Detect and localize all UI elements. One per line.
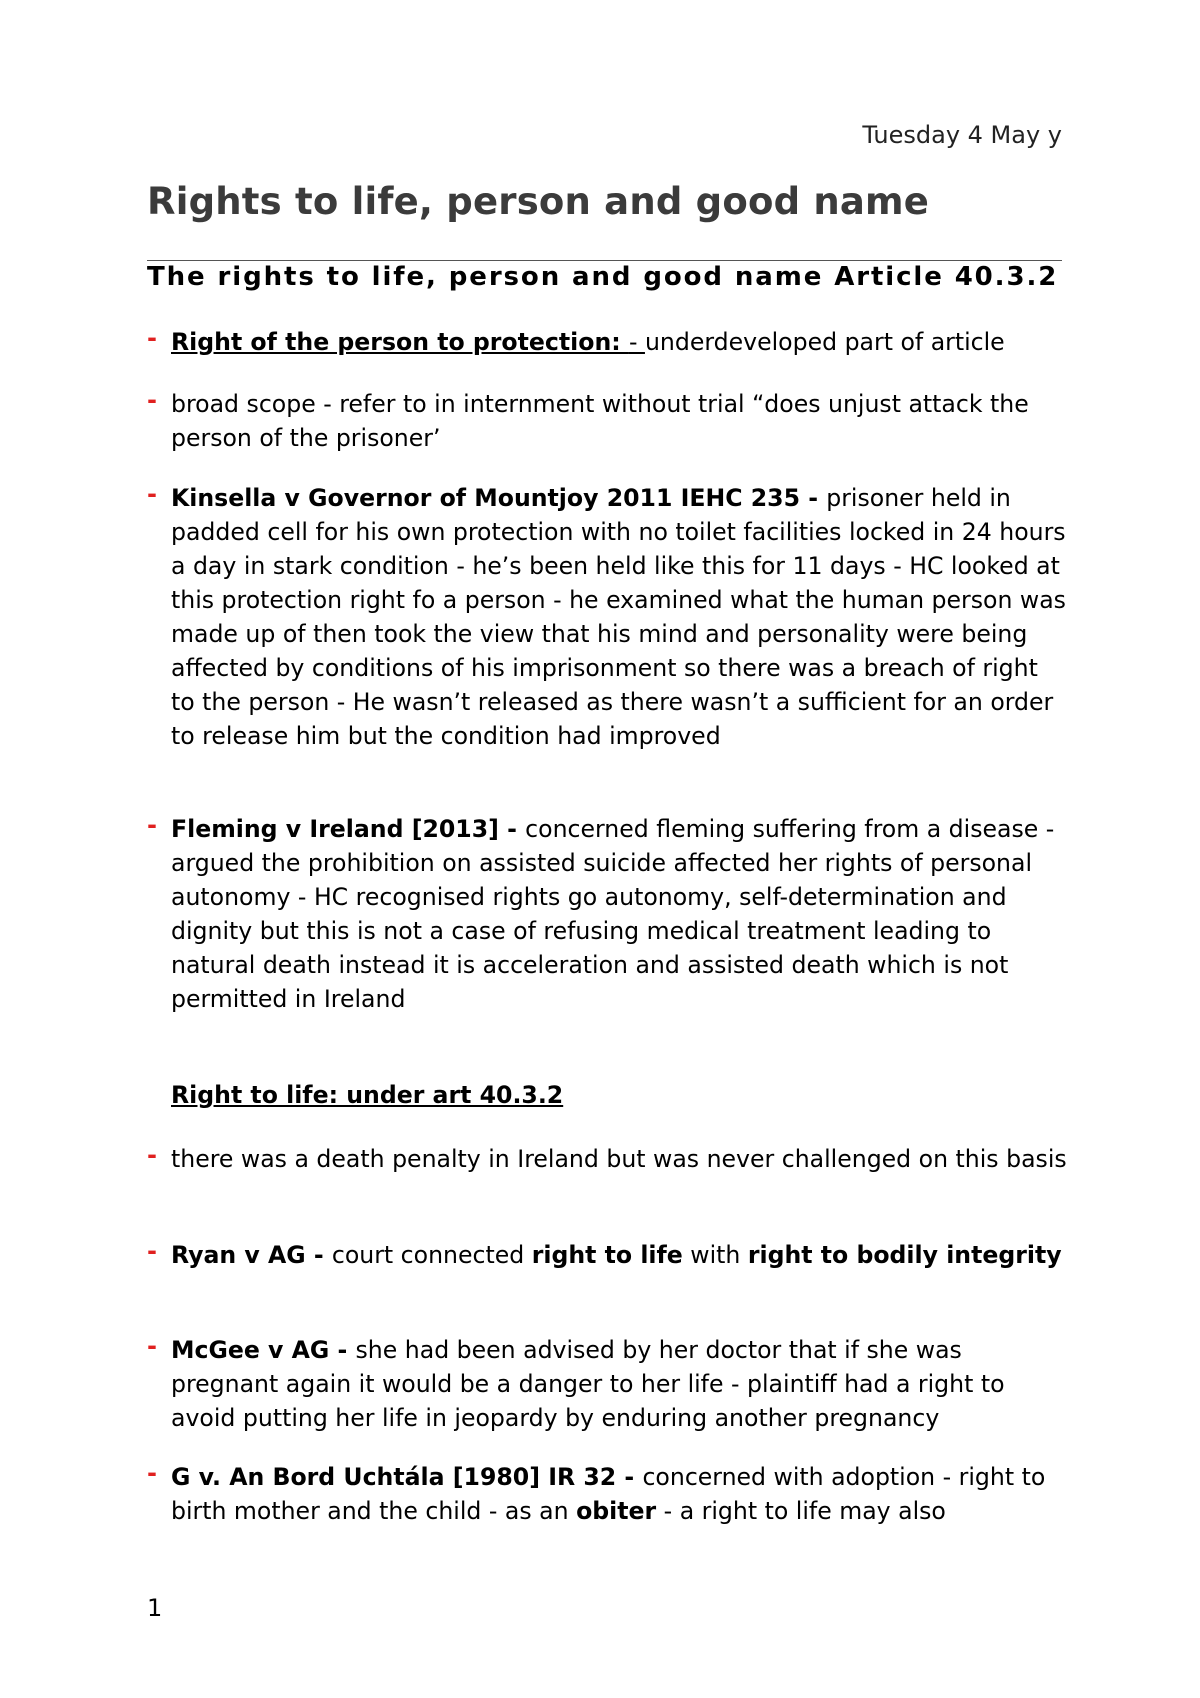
- date-line: Tuesday 4 May y: [862, 121, 1062, 149]
- item-body: there was a death penalty in Ireland but was never challenged on this basis: [171, 1145, 1067, 1173]
- item-separator: -: [305, 1241, 332, 1269]
- bullet-dash: -: [147, 1459, 157, 1487]
- list-item-text: [171, 481, 1067, 753]
- case-name: McGee v AG: [171, 1336, 330, 1364]
- list-item-text: [171, 1460, 1067, 1528]
- page-number: 1: [147, 1594, 163, 1622]
- item-body: broad scope - refer to in internment without trial “does unjust attack the person of the prisoner’: [171, 390, 1029, 452]
- emphasis: right to life: [531, 1241, 683, 1269]
- list-item-text: [171, 1238, 1067, 1272]
- case-name: Fleming v Ireland [2013]: [171, 815, 499, 843]
- bullet-dash: -: [147, 324, 157, 352]
- emphasis: obiter: [576, 1497, 657, 1525]
- case-name: Ryan v AG: [171, 1241, 306, 1269]
- list-item-text: [171, 1333, 1067, 1435]
- case-name: G v. An Bord Uchtála [1980] IR 32: [171, 1463, 617, 1491]
- bullet-dash: -: [147, 1332, 157, 1360]
- section-subtitle: The rights to life, person and good name Article 40.3.2: [147, 262, 1059, 292]
- case-name: Kinsella v Governor of Mountjoy 2011 IEHC 235: [171, 484, 801, 512]
- item-separator: -: [498, 815, 526, 843]
- item-body: underdeveloped part of article: [644, 328, 1005, 356]
- page-title: Rights to life, person and good name: [147, 180, 930, 223]
- list-item-text: [171, 387, 1067, 455]
- item-body: concerned with adoption - right to birth mother and the child - as an: [171, 1463, 1046, 1525]
- title-divider: [147, 260, 1062, 261]
- item-separator: -: [616, 1463, 643, 1491]
- list-item-text: [171, 1142, 1067, 1176]
- item-body: with: [682, 1241, 748, 1269]
- bullet-dash: -: [147, 1141, 157, 1169]
- item-body: concerned fleming suffering from a disease - argued the prohibition on assisted suicide affected her rights of personal autonomy - HC recognised rights go autonomy, self-determination and dignity but this is not a case of refusing medical treatment leading to natural death instead it is acceleration and assisted death which is not permitted in Ireland: [171, 815, 1055, 1013]
- item-body: court connected: [331, 1241, 532, 1269]
- emphasis: right to bodily integrity: [747, 1241, 1062, 1269]
- list-item-text: [171, 812, 1067, 1016]
- item-separator: -: [329, 1336, 356, 1364]
- item-separator: -: [800, 484, 827, 512]
- item-body: prisoner held in padded cell for his own protection with no toilet facilities locked in 24 hours a day in stark condition - he’s been held like this for 11 days - HC looked at this protection right fo a person - he examined what the human person was made up of then took the view that his mind and personality were being affected by conditions of his imprisonment so there was a breach of right to the person - He wasn’t released as there wasn’t a sufficient for an order to release him but the condition had improved: [171, 484, 1066, 750]
- bullet-dash: -: [147, 480, 157, 508]
- item-body: - a right to life may also: [656, 1497, 946, 1525]
- bullet-dash: -: [147, 386, 157, 414]
- list-item-text: [171, 325, 1067, 359]
- bullet-dash: -: [147, 811, 157, 839]
- item-body: she had been advised by her doctor that if she was pregnant again it would be a danger to her life - plaintiff had a right to avoid putting her life in jeopardy by enduring another pregnancy: [171, 1336, 1005, 1432]
- item-separator: -: [628, 328, 645, 356]
- item-heading: Right of the person to protection:: [171, 328, 629, 356]
- section-heading: Right to life: under art 40.3.2: [171, 1081, 564, 1109]
- bullet-dash: -: [147, 1237, 157, 1265]
